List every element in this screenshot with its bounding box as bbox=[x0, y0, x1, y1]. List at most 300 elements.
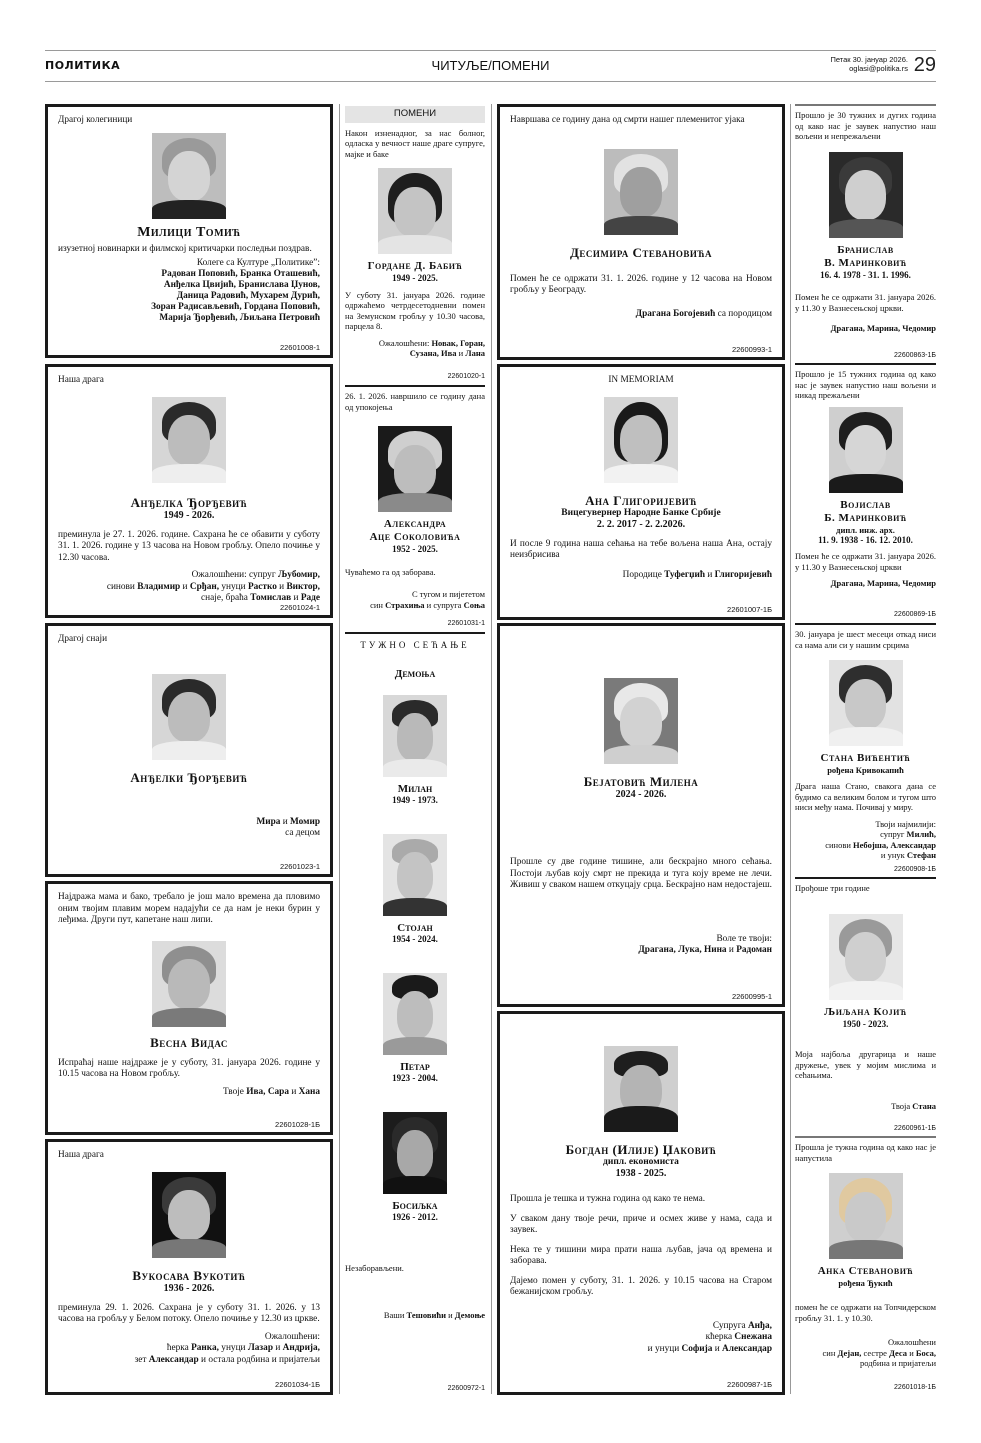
signature-text: и bbox=[276, 581, 287, 592]
signature-text: Твоји најмилији: bbox=[875, 818, 936, 829]
life-years: 1936 - 2026. bbox=[163, 1282, 215, 1294]
signature-text bbox=[58, 291, 320, 302]
ad-body: Помен ће се одржати 31. 1. 2026. године у 12 часова на Новом гробљу у Београду. bbox=[510, 273, 772, 295]
signature-text: и bbox=[456, 348, 466, 358]
photo-shape bbox=[829, 474, 903, 493]
photo-shape bbox=[168, 151, 209, 201]
deceased-name bbox=[795, 499, 936, 525]
photo-shape bbox=[152, 1239, 226, 1258]
ad-intro: IN MEMORIAM bbox=[608, 375, 674, 385]
signature-text: и супруга bbox=[424, 599, 464, 610]
obituary-ad bbox=[497, 104, 785, 360]
life-years: 1926 - 2012. bbox=[392, 1212, 438, 1222]
deceased-name: Стана Вићентић bbox=[820, 752, 911, 764]
signature-text: Растко bbox=[247, 581, 277, 592]
ad-signature bbox=[510, 570, 772, 582]
ad-intro: Навршава се годину дана од смрти нашег племенитог ујака bbox=[510, 115, 745, 125]
signature-text: унуци bbox=[218, 1343, 248, 1353]
ad-body: Испраћај наше најдраже је у суботу, 31. јануара 2026. године у 10.15 часова на Новом гробљу. bbox=[58, 1057, 320, 1079]
memorial-ad bbox=[795, 623, 936, 877]
life-years: 1954 - 2024. bbox=[392, 934, 438, 944]
newspaper-logo: ПОЛИТИКА bbox=[45, 59, 121, 72]
signature-text bbox=[795, 1348, 936, 1359]
signature-text: родбина и пријатељи bbox=[859, 1358, 936, 1368]
signature-text: Стана bbox=[912, 1100, 936, 1111]
ad-code: 22600993-1 bbox=[731, 345, 772, 354]
family-name: Демоња bbox=[394, 667, 436, 680]
signature-text: Хана bbox=[298, 1086, 320, 1097]
issue-meta bbox=[830, 55, 908, 73]
ad-code: 22601020-1 bbox=[447, 373, 485, 380]
signature-text: и bbox=[726, 945, 737, 955]
ad-intro: Наша драга bbox=[58, 375, 104, 385]
signature-text: и bbox=[705, 569, 715, 580]
ad-code: 22601007-1Б bbox=[727, 605, 772, 614]
ad-body: Незаборављени. bbox=[345, 1263, 404, 1273]
signature-text: Ожалошћени: bbox=[264, 1331, 320, 1342]
signature-text: и bbox=[291, 593, 301, 603]
life-years: 2024 - 2026. bbox=[615, 789, 667, 800]
portrait-photo bbox=[378, 168, 452, 254]
life-years: 1949 - 2025. bbox=[392, 273, 438, 283]
deceased-name: Десимира Стевановића bbox=[569, 244, 713, 260]
signature-text: Колеге са Културе „Политике”: bbox=[196, 258, 320, 268]
signature-text bbox=[345, 338, 485, 349]
photo-shape bbox=[604, 464, 678, 483]
life-years: 16. 4. 1978 - 31. 1. 1996. bbox=[820, 269, 911, 280]
portrait-photo bbox=[604, 397, 678, 483]
deceased-name: Анђелки Ђорђевић bbox=[130, 769, 248, 785]
portrait-photo bbox=[829, 660, 903, 746]
ad-body: У сваком дану твоје речи, приче и осмех живе у нама, сада и заувек. bbox=[510, 1213, 772, 1235]
signature-text: и bbox=[445, 1309, 455, 1320]
life-years: 1949 - 2026. bbox=[163, 509, 215, 521]
signature-text: Раде bbox=[300, 593, 320, 603]
signature-text: Демоње bbox=[454, 1309, 485, 1320]
signature-text: Деса bbox=[889, 1347, 908, 1358]
ad-body: Дајемо помен у суботу, 31. 1. 2026. у 10.15 часова на Старом бежанијском гробљу. bbox=[510, 1275, 772, 1297]
photo-shape bbox=[845, 932, 886, 982]
signature-text: Аце Соколовића bbox=[369, 531, 461, 543]
signature-text: сестре bbox=[861, 1347, 890, 1358]
signature-text: синови bbox=[106, 581, 138, 592]
title-subtitle: дипл. инж. арх. bbox=[836, 524, 895, 535]
life-years: 2. 2. 2017 - 2. 2.2026. bbox=[596, 518, 686, 530]
deceased-name: Богдан (Илије) Џаковић bbox=[565, 1142, 717, 1157]
title-subtitle: Вицегувернер Народне Банке Србије bbox=[561, 507, 721, 518]
photo-shape bbox=[604, 1106, 678, 1132]
photo-shape bbox=[604, 745, 678, 764]
person-name: Петар bbox=[400, 1061, 430, 1073]
signature-text bbox=[58, 1355, 320, 1367]
ad-body: преминула 29. 1. 2026. Сахрана је у суботу 31. 1. 2026. у 13 часова на гробљу у Белом потоку. Опело почиње у 12.30 из цркве. bbox=[58, 1302, 320, 1324]
signature-text: и bbox=[712, 1343, 723, 1354]
signature-text: са породицом bbox=[715, 308, 772, 319]
signature-text: Дејан, bbox=[837, 1347, 862, 1358]
photo-shape bbox=[829, 727, 903, 746]
photo-shape bbox=[152, 200, 226, 219]
ad-intro: Прошла је тужна година од како нас је напустила bbox=[795, 1142, 936, 1163]
ad-signature bbox=[345, 1310, 485, 1321]
signature-text: Владимир bbox=[137, 581, 181, 592]
obituary-ad bbox=[497, 623, 785, 1007]
ad-intro: Драгој колегиници bbox=[58, 115, 133, 125]
ad-code: 22600869-1Б bbox=[894, 611, 936, 618]
signature-text: ћерка bbox=[166, 1343, 192, 1353]
portrait-photo bbox=[383, 834, 447, 916]
signature-text: Драгана Богојевић bbox=[635, 308, 716, 319]
obituary-ad bbox=[497, 1011, 785, 1395]
signature-text: Драгана, Лука, Нина bbox=[638, 945, 727, 955]
column-rule bbox=[790, 104, 791, 1394]
signature-text: Анђа, bbox=[747, 1320, 772, 1331]
ads-email[interactable]: oglasi@politika.rs bbox=[849, 64, 908, 73]
signature-text: Милић, bbox=[906, 829, 936, 839]
ad-body: Драга наша Стано, свакога дана се будимо са великим болом и тугом што ниси међу нама. Почивај у миру. bbox=[795, 781, 936, 812]
signature-text: Срђан, bbox=[189, 581, 220, 592]
ad-body: Моја најбоља другарица и наше дружење, увек у мојим мислима и сећањима. bbox=[795, 1049, 936, 1080]
memorial-ad bbox=[795, 877, 936, 1136]
photo-shape bbox=[394, 445, 435, 495]
ad-body: Нека те у тишини мира прати наша љубав, јача од времена и заборава. bbox=[510, 1244, 772, 1266]
signature-text: Александар bbox=[722, 1343, 772, 1354]
ad-signature bbox=[58, 258, 320, 324]
signature-text: Марија Ђорђевић, Љиљана Петровић bbox=[159, 313, 320, 323]
signature-text: Момир bbox=[290, 816, 320, 827]
signature-text: Радован Поповић, Бранка Оташевић, bbox=[161, 269, 320, 279]
deceased-name: Гордане Д. Бабић bbox=[367, 260, 463, 272]
section-title: ЧИТУЉЕ/ПОМЕНИ bbox=[431, 58, 550, 73]
signature-text: Туфегџић bbox=[664, 569, 705, 580]
signature-text: Софија bbox=[681, 1343, 713, 1354]
column-rule bbox=[491, 104, 492, 1394]
signature-text: Ранка, bbox=[191, 1343, 219, 1353]
life-years: 1950 - 2023. bbox=[842, 1018, 889, 1029]
signature-text bbox=[58, 582, 320, 594]
portrait-photo bbox=[152, 1172, 226, 1258]
ad-code: 22600972-1 bbox=[447, 1385, 485, 1392]
ad-code: 22600961-1Б bbox=[894, 1125, 936, 1132]
memorial-ad bbox=[795, 104, 936, 363]
ad-body: И после 9 година наша сећања на тебе вољена наша Ана, остају неизбрисива bbox=[510, 538, 772, 560]
signature-text: Воле те твоји: bbox=[716, 933, 772, 944]
signature-text: и bbox=[280, 816, 291, 827]
signature-text bbox=[795, 850, 936, 861]
obituary-ad bbox=[45, 364, 333, 618]
signature-text: и bbox=[907, 1347, 916, 1358]
signature-text: и остала родбина и пријатељи bbox=[198, 1354, 320, 1365]
photo-shape bbox=[383, 1037, 447, 1055]
ad-signature bbox=[510, 309, 772, 321]
signature-text bbox=[58, 817, 320, 829]
photo-shape bbox=[168, 692, 209, 742]
photo-shape bbox=[829, 219, 903, 238]
signature-text: Боса, bbox=[915, 1347, 936, 1358]
photo-shape bbox=[383, 898, 447, 916]
column-rule bbox=[339, 104, 340, 1394]
memorial-ad bbox=[795, 363, 936, 622]
signature-text bbox=[58, 1343, 320, 1355]
signature-text: Снежана bbox=[734, 1332, 772, 1342]
portrait-photo bbox=[604, 149, 678, 235]
ad-intro: Драгој снаји bbox=[58, 634, 108, 644]
signature-text bbox=[345, 348, 485, 359]
signature-text: Соња bbox=[463, 599, 485, 610]
deceased-name: Весна Видас bbox=[150, 1034, 228, 1050]
ad-signature bbox=[510, 1321, 772, 1356]
ad-code: 22600987-1Б bbox=[727, 1380, 772, 1389]
ad-body: изузетној новинарки и филмској критичарки последњи поздрав. bbox=[58, 243, 312, 254]
signature-text: Александар bbox=[148, 1354, 199, 1365]
person-name: Босиљка bbox=[392, 1200, 438, 1212]
signature-text: и bbox=[273, 1343, 283, 1353]
signature-text: и bbox=[180, 581, 190, 592]
page-header bbox=[45, 50, 936, 82]
photo-shape bbox=[845, 170, 886, 220]
portrait-photo bbox=[378, 426, 452, 512]
photo-shape bbox=[168, 415, 209, 465]
portrait-photo bbox=[152, 133, 226, 219]
ad-signature bbox=[58, 1332, 320, 1367]
photo-shape bbox=[383, 759, 447, 777]
obituary-ad bbox=[45, 104, 333, 358]
photo-shape bbox=[378, 235, 452, 254]
life-years: 1949 - 1973. bbox=[392, 795, 438, 805]
signature-text bbox=[58, 570, 320, 582]
signature-text: зет bbox=[134, 1354, 149, 1365]
signature-text: Твоја bbox=[891, 1100, 913, 1111]
ad-body: Помен ће се одржати 31. јануара 2026. у 11.30 у Вазнесењској цркви. bbox=[795, 292, 936, 313]
ad-code: 22600863-1Б bbox=[894, 352, 936, 359]
signature-text: Радоман bbox=[736, 945, 772, 955]
ad-body: преминула је 27. 1. 2026. године. Сахрана ће се обавити у суботу 31. 1. 2026. године у 13 часова на Новом гробљу. Опело почиње у 12.30 часова. bbox=[58, 529, 320, 563]
ad-code: 22601023-1 bbox=[279, 862, 320, 871]
ad-code: 22600995-1 bbox=[731, 992, 772, 1001]
signature-text: Тешовићи bbox=[406, 1309, 446, 1320]
signature-text: Твоје bbox=[223, 1086, 247, 1097]
signature-text: Виктор, bbox=[286, 581, 320, 592]
life-years: 1938 - 2025. bbox=[615, 1168, 667, 1179]
obituary-ad bbox=[497, 364, 785, 620]
signature-text: са децом bbox=[285, 828, 320, 838]
memorial-ad bbox=[345, 104, 485, 384]
photo-shape bbox=[397, 852, 433, 900]
ad-signature bbox=[795, 1337, 936, 1369]
ad-body: Чуваћемо га од заборава. bbox=[345, 566, 436, 577]
life-years: 1952 - 2025. bbox=[392, 544, 438, 554]
ad-signature bbox=[58, 817, 320, 840]
ad-intro: Најдража мама и бако, требало је још мало времена да пловимо оним твојим плавим морем надајући се да нам је неки бурин у леђима. Други пут, капетане наш липи. bbox=[58, 892, 320, 925]
signature-text: Новак, Горан, bbox=[431, 337, 485, 348]
signature-text: Зоран Радисављевић, Гордана Поповић, bbox=[151, 302, 320, 312]
ad-intro: 26. 1. 2026. навршило се годину дана од упокојења bbox=[345, 391, 485, 412]
signature-text bbox=[510, 1344, 772, 1356]
signature-text: Ожалошћени: bbox=[378, 337, 432, 348]
page-number: 29 bbox=[913, 54, 936, 76]
signature-text bbox=[58, 302, 320, 313]
deceased-name: Бејатовић Милена bbox=[583, 774, 699, 789]
portrait-photo bbox=[383, 695, 447, 777]
ad-signature bbox=[795, 1101, 936, 1112]
photo-shape bbox=[845, 1192, 886, 1242]
ad-intro: Након изненадног, за нас болног, одласка у вечност наше драге супруге, мајке и баке bbox=[345, 127, 485, 159]
ad-body: Прошле су две године тишине, али бескрајно много сећања. Постоји љубав коју смрт не прекида и туга коју време не лечи. Живиш у сваком нашем откуцају срца. Бескрајно нам недостајеш. bbox=[510, 857, 772, 890]
memorial-heading: ТУЖНО СЕЋАЊЕ bbox=[360, 640, 470, 650]
signature-text bbox=[58, 280, 320, 291]
signature-text: Ожалошћени: супруг bbox=[191, 570, 278, 580]
issue-date: Петак 30. јануар 2026. bbox=[830, 55, 908, 64]
deceased-name: Љиљана Којић bbox=[824, 1005, 907, 1018]
signature-text: и унук bbox=[880, 850, 907, 860]
signature-text: унуци bbox=[219, 581, 248, 592]
ad-code: 22601008-1 bbox=[279, 343, 320, 352]
portrait-photo bbox=[383, 973, 447, 1055]
photo-shape bbox=[383, 1176, 447, 1194]
photo-shape bbox=[168, 1190, 209, 1240]
portrait-photo bbox=[152, 397, 226, 483]
signature-text: Александра bbox=[383, 518, 447, 530]
photo-shape bbox=[829, 981, 903, 1000]
signature-text: и bbox=[289, 1086, 299, 1097]
photo-shape bbox=[397, 713, 433, 761]
ad-intro: 30. јануара је шест месеци откад ниси са нама али си у нашим срцима bbox=[795, 629, 936, 650]
ad-intro: Прошло је 30 тужних и дугих година од како нас је заувек напустио наш вољени и непрежаљени bbox=[795, 110, 936, 141]
signature-text: Супруга bbox=[712, 1320, 748, 1331]
signature-text: и унуци bbox=[647, 1343, 682, 1354]
memorial-ad bbox=[345, 632, 485, 1396]
signature-text bbox=[510, 945, 772, 957]
life-years: 11. 9. 1938 - 16. 12. 2010. bbox=[818, 534, 913, 545]
signature-text bbox=[58, 313, 320, 324]
signature-text: син bbox=[822, 1347, 838, 1358]
photo-shape bbox=[397, 1130, 433, 1178]
signature-text: Лана bbox=[465, 348, 485, 358]
photo-shape bbox=[152, 1008, 226, 1027]
deceased-name: Вукосава Вукотић bbox=[132, 1267, 246, 1283]
deceased-name bbox=[795, 244, 936, 270]
portrait-photo bbox=[829, 914, 903, 1000]
ad-code: 22601031-1 bbox=[447, 620, 485, 627]
signature-text: Ожалошћени bbox=[887, 1337, 936, 1347]
photo-shape bbox=[397, 991, 433, 1039]
signature-text: Глигоријевић bbox=[714, 569, 772, 580]
photo-shape bbox=[152, 464, 226, 483]
ad-body: У суботу 31. јануара 2026. године одржаћемо четрдесетодневни помен на Земунском гробљу у 10.30 часова, парцела 8. bbox=[345, 289, 485, 331]
photo-shape bbox=[604, 216, 678, 235]
photo-shape bbox=[845, 425, 886, 475]
ad-body: Прошла је тешка и тужна година од како те нема. bbox=[510, 1194, 706, 1204]
title-subtitle: рођена Кривокапић bbox=[827, 765, 904, 775]
life-years: 1923 - 2004. bbox=[392, 1073, 438, 1083]
person-name: Стојан bbox=[397, 922, 433, 934]
ad-code: 22601024-1 bbox=[279, 603, 320, 612]
signature-text: Лазар bbox=[247, 1343, 273, 1353]
signature-text: Ива, Сара bbox=[246, 1086, 289, 1097]
signature-text: В. Маринковић bbox=[824, 256, 907, 269]
signature-text: Љубомир, bbox=[277, 570, 320, 580]
portrait-photo bbox=[829, 1173, 903, 1259]
photo-shape bbox=[845, 679, 886, 729]
deceased-name: Анђелка Ђорђевић bbox=[130, 494, 248, 510]
signature-text: С тугом и пијететом bbox=[412, 589, 485, 599]
ad-intro: Наша драга bbox=[58, 1150, 104, 1160]
signature-text bbox=[345, 600, 485, 611]
obituary-ad bbox=[45, 1139, 333, 1395]
signature-text bbox=[58, 269, 320, 280]
signature-text: Сузана, Ива bbox=[409, 348, 457, 358]
ad-code: 22601034-1Б bbox=[275, 1380, 320, 1389]
signature-text: Војислав bbox=[840, 498, 891, 511]
signature-text: Мира bbox=[256, 816, 281, 827]
signature-text: Анђелка Цвијић, Бранислава Џунов, bbox=[163, 280, 320, 290]
ad-signature bbox=[345, 589, 485, 610]
signature-text bbox=[510, 1321, 772, 1333]
photo-shape bbox=[168, 959, 209, 1009]
photo-shape bbox=[829, 1240, 903, 1259]
ad-signature: Драгана, Марина, Чедомир bbox=[830, 323, 936, 333]
ad-signature bbox=[58, 570, 320, 605]
signature-text: синови bbox=[825, 839, 854, 850]
portrait-photo bbox=[383, 1112, 447, 1194]
signature-text: Даница Радовић, Мухарем Дурић, bbox=[176, 291, 320, 301]
ad-signature bbox=[510, 934, 772, 957]
photo-shape bbox=[378, 493, 452, 512]
signature-text: Андрија, bbox=[282, 1343, 320, 1353]
signature-text: Томислав bbox=[250, 593, 292, 603]
memorial-ad bbox=[795, 1136, 936, 1395]
photo-shape bbox=[394, 187, 435, 237]
portrait-photo bbox=[152, 941, 226, 1027]
portrait-photo bbox=[604, 1046, 678, 1132]
deceased-name bbox=[345, 518, 485, 544]
photo-shape bbox=[620, 697, 661, 747]
signature-text: снаје, браћа bbox=[201, 593, 251, 603]
signature-text: Бранислав bbox=[837, 243, 894, 256]
photo-shape bbox=[620, 415, 661, 465]
ad-code: 22601028-1Б bbox=[275, 1120, 320, 1129]
pomeni-section-label: ПОМЕНИ bbox=[345, 106, 485, 123]
obituary-ad bbox=[45, 881, 333, 1135]
signature-text: Стефан bbox=[906, 850, 936, 860]
signature-text: Страхиња bbox=[385, 599, 425, 610]
title-subtitle: рођена Ђукић bbox=[838, 1278, 893, 1288]
portrait-photo bbox=[152, 674, 226, 760]
memorial-ad bbox=[345, 385, 485, 631]
ad-signature: Драгана, Марина, Чедомир bbox=[830, 578, 936, 588]
signature-text: Б. Маринковић bbox=[824, 511, 907, 524]
ad-signature bbox=[345, 338, 485, 359]
portrait-photo bbox=[829, 407, 903, 493]
signature-text bbox=[795, 840, 936, 851]
ad-intro: Прошло је 15 тужних година од како нас је заувек напустио наш вољени и никад прежаљени bbox=[795, 369, 936, 400]
ad-code: 22601018-1Б bbox=[894, 1384, 936, 1391]
portrait-photo bbox=[829, 152, 903, 238]
ad-body: Помен ће се одржати 31. јануара 2026. у 11.30 у Вазнесењској цркви bbox=[795, 551, 936, 572]
photo-shape bbox=[152, 741, 226, 760]
signature-text: Небојша, Александар bbox=[853, 839, 936, 850]
signature-text: супруг bbox=[880, 829, 907, 839]
ad-signature bbox=[795, 819, 936, 861]
signature-text bbox=[795, 829, 936, 840]
title-subtitle: дипл. економиста bbox=[603, 1157, 679, 1167]
ad-signature bbox=[58, 1087, 320, 1099]
portrait-photo bbox=[604, 678, 678, 764]
signature-text: кћерка bbox=[705, 1332, 735, 1342]
ad-intro: Прођоше три године bbox=[795, 883, 870, 893]
signature-text: Породице bbox=[622, 569, 665, 580]
photo-shape bbox=[620, 167, 661, 217]
signature-text bbox=[510, 1332, 772, 1344]
